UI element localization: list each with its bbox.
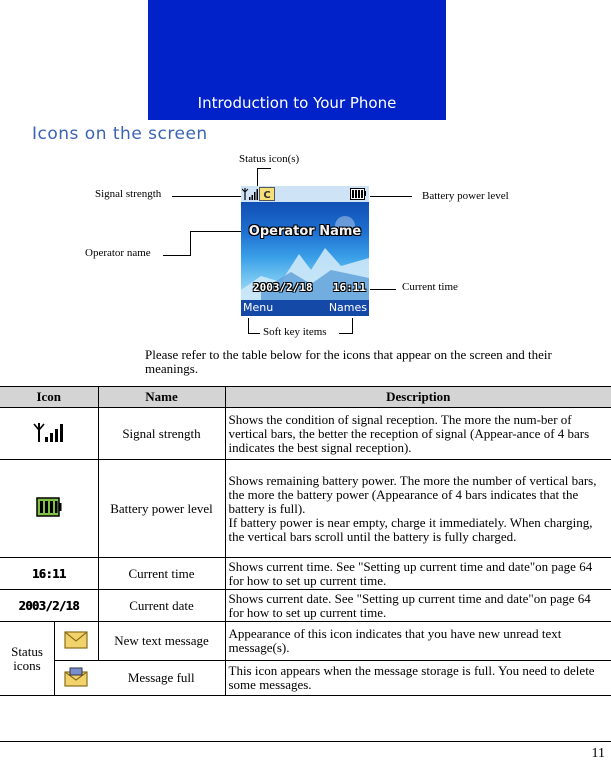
status-icons-label: Status icons — [0, 622, 55, 695]
row-description: Appearance of this icon indicates that you have new unread text message(s). — [225, 622, 611, 661]
screen-date: 2003/2/18 — [253, 281, 313, 294]
header-name: Name — [98, 387, 225, 408]
table-row — [0, 622, 611, 661]
wallpaper-mountains — [241, 186, 369, 316]
header-icon: Icon — [0, 387, 98, 408]
chapter-title: Introduction to Your Phone — [197, 94, 397, 112]
row-description: This icon appears when the message storage is full. You need to delete some messages. — [225, 661, 611, 696]
battery-icon — [36, 497, 62, 517]
table-row — [0, 558, 611, 590]
callout-operator-name: Operator name — [85, 247, 151, 259]
intro-text: Please refer to the table below for the icons that appear on the screen and their meanings. — [145, 347, 552, 376]
soft-key-menu: Menu — [243, 301, 274, 314]
page-number: 11 — [591, 746, 605, 761]
row-name: Current time — [98, 558, 225, 590]
header-description: Description — [225, 387, 611, 408]
table-row — [0, 590, 611, 622]
callout-signal-strength: Signal strength — [95, 188, 162, 200]
current-date-icon: 2003/2/18 — [18, 598, 80, 613]
row-description: Shows current time. See "Setting up current time and date"on page 64 for how to set up current time. — [225, 558, 611, 590]
envelope-full-icon — [64, 667, 88, 687]
phone-screen — [241, 186, 369, 316]
soft-key-names: Names — [328, 301, 367, 314]
status-icons-group — [0, 622, 98, 695]
table-row — [0, 408, 611, 460]
row-description-line: Shows remaining battery power. The more the number of vertical bars, the more the battery power (Appearance of 4 bars indicates that the battery is full). — [228, 472, 597, 516]
signal-strength-icon — [33, 421, 65, 443]
row-description-line: If battery power is near empty, charge it immediately. When charging, the vertical bars scroll until the battery is fully charged. — [228, 514, 593, 544]
soft-key-bar — [241, 300, 369, 316]
row-description: Shows the condition of signal reception. The more the num-ber of vertical bars, the better the reception of signal (Appear-ance of 4 bars indicates the best signal reception). — [225, 408, 611, 460]
row-name: New text message — [98, 622, 225, 661]
callout-current-time: Current time — [402, 281, 458, 293]
icons-table — [0, 386, 611, 696]
row-name: Current date — [98, 590, 225, 622]
row-name: Signal strength — [98, 408, 225, 460]
chapter-banner — [148, 0, 446, 120]
row-description — [225, 460, 611, 558]
current-time-icon: 16:11 — [31, 566, 66, 581]
section-title: Icons on the screen — [32, 124, 208, 144]
svg-text:C: C — [263, 190, 271, 201]
screen-time: 16:11 — [332, 281, 366, 294]
table-row — [0, 460, 611, 558]
row-name: Message full — [98, 661, 225, 696]
callout-soft-key-items: Soft key items — [263, 326, 327, 338]
callout-battery-power-level: Battery power level — [422, 190, 509, 202]
callout-status-icons: Status icon(s) — [239, 153, 300, 165]
footer-rule — [0, 741, 611, 742]
row-name: Battery power level — [98, 460, 225, 558]
envelope-icon — [64, 631, 88, 649]
screen-operator-name: Operator Name — [248, 224, 362, 239]
row-description: Shows current date. See "Setting up current time and date"on page 64 for how to set up current time. — [225, 590, 611, 622]
